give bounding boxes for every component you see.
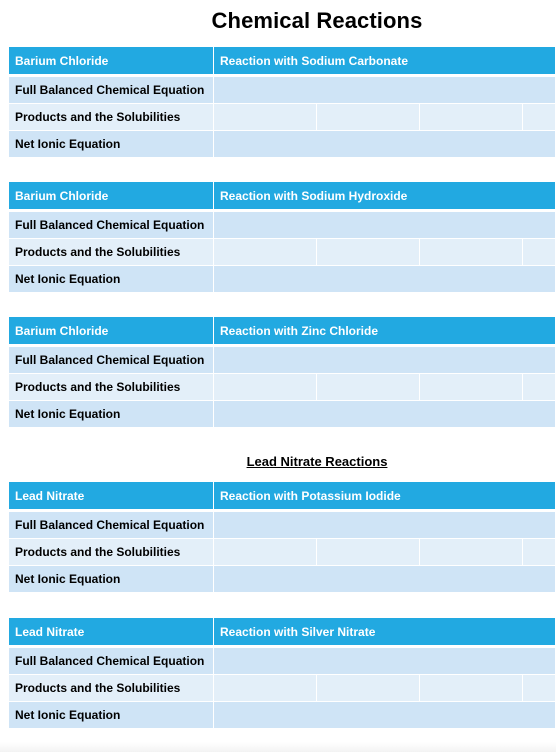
products-answer-cell[interactable] — [523, 239, 556, 266]
row-label-net-ionic: Net Ionic Equation — [9, 566, 214, 593]
row-label-products: Products and the Solubilities — [9, 675, 214, 702]
products-answer-cell[interactable] — [214, 239, 317, 266]
row-label-products: Products and the Solubilities — [9, 239, 214, 266]
row-label-equation: Full Balanced Chemical Equation — [9, 77, 214, 104]
net-ionic-answer-cell[interactable] — [214, 566, 556, 593]
equation-answer-cell[interactable] — [214, 212, 556, 239]
reaction-header: Reaction with Sodium Carbonate — [214, 47, 556, 74]
page-bottom-shadow — [0, 742, 556, 752]
equation-answer-cell[interactable] — [214, 347, 556, 374]
reaction-header: Reaction with Potassium Iodide — [214, 482, 556, 509]
row-label-products: Products and the Solubilities — [9, 539, 214, 566]
row-label-equation: Full Balanced Chemical Equation — [9, 648, 214, 675]
reaction-table-4 — [9, 482, 556, 593]
net-ionic-answer-cell[interactable] — [214, 131, 556, 158]
reaction-header: Reaction with Silver Nitrate — [214, 618, 556, 645]
reaction-header: Reaction with Zinc Chloride — [214, 317, 556, 344]
reagent-header: Lead Nitrate — [9, 482, 214, 509]
row-label-equation: Full Balanced Chemical Equation — [9, 347, 214, 374]
products-answer-cell[interactable] — [420, 374, 523, 401]
products-answer-cell[interactable] — [420, 104, 523, 131]
products-answer-cell[interactable] — [317, 104, 420, 131]
products-answer-cell[interactable] — [317, 675, 420, 702]
net-ionic-answer-cell[interactable] — [214, 266, 556, 293]
reaction-table-1 — [9, 47, 556, 158]
equation-answer-cell[interactable] — [214, 77, 556, 104]
row-label-net-ionic: Net Ionic Equation — [9, 702, 214, 729]
reaction-header: Reaction with Sodium Hydroxide — [214, 182, 556, 209]
products-answer-cell[interactable] — [420, 539, 523, 566]
products-answer-cell[interactable] — [317, 239, 420, 266]
row-label-net-ionic: Net Ionic Equation — [9, 131, 214, 158]
products-answer-cell[interactable] — [214, 675, 317, 702]
row-label-equation: Full Balanced Chemical Equation — [9, 512, 214, 539]
equation-answer-cell[interactable] — [214, 512, 556, 539]
equation-answer-cell[interactable] — [214, 648, 556, 675]
reaction-table-5 — [9, 618, 556, 729]
products-answer-cell[interactable] — [420, 239, 523, 266]
reaction-table-3 — [9, 317, 556, 428]
products-answer-cell[interactable] — [523, 374, 556, 401]
row-label-net-ionic: Net Ionic Equation — [9, 266, 214, 293]
reagent-header: Barium Chloride — [9, 317, 214, 344]
reagent-header: Barium Chloride — [9, 182, 214, 209]
products-answer-cell[interactable] — [523, 539, 556, 566]
row-label-equation: Full Balanced Chemical Equation — [9, 212, 214, 239]
products-answer-cell[interactable] — [523, 104, 556, 131]
reagent-header: Barium Chloride — [9, 47, 214, 74]
products-answer-cell[interactable] — [317, 374, 420, 401]
net-ionic-answer-cell[interactable] — [214, 401, 556, 428]
products-answer-cell[interactable] — [214, 374, 317, 401]
page-title: Chemical Reactions — [211, 8, 423, 33]
reaction-table-2 — [9, 182, 556, 293]
products-answer-cell[interactable] — [214, 539, 317, 566]
net-ionic-answer-cell[interactable] — [214, 702, 556, 729]
row-label-net-ionic: Net Ionic Equation — [9, 401, 214, 428]
reagent-header: Lead Nitrate — [9, 618, 214, 645]
lead-nitrate-heading: Lead Nitrate Reactions — [246, 454, 388, 469]
products-answer-cell[interactable] — [317, 539, 420, 566]
row-label-products: Products and the Solubilities — [9, 104, 214, 131]
row-label-products: Products and the Solubilities — [9, 374, 214, 401]
products-answer-cell[interactable] — [523, 675, 556, 702]
products-answer-cell[interactable] — [214, 104, 317, 131]
products-answer-cell[interactable] — [420, 675, 523, 702]
